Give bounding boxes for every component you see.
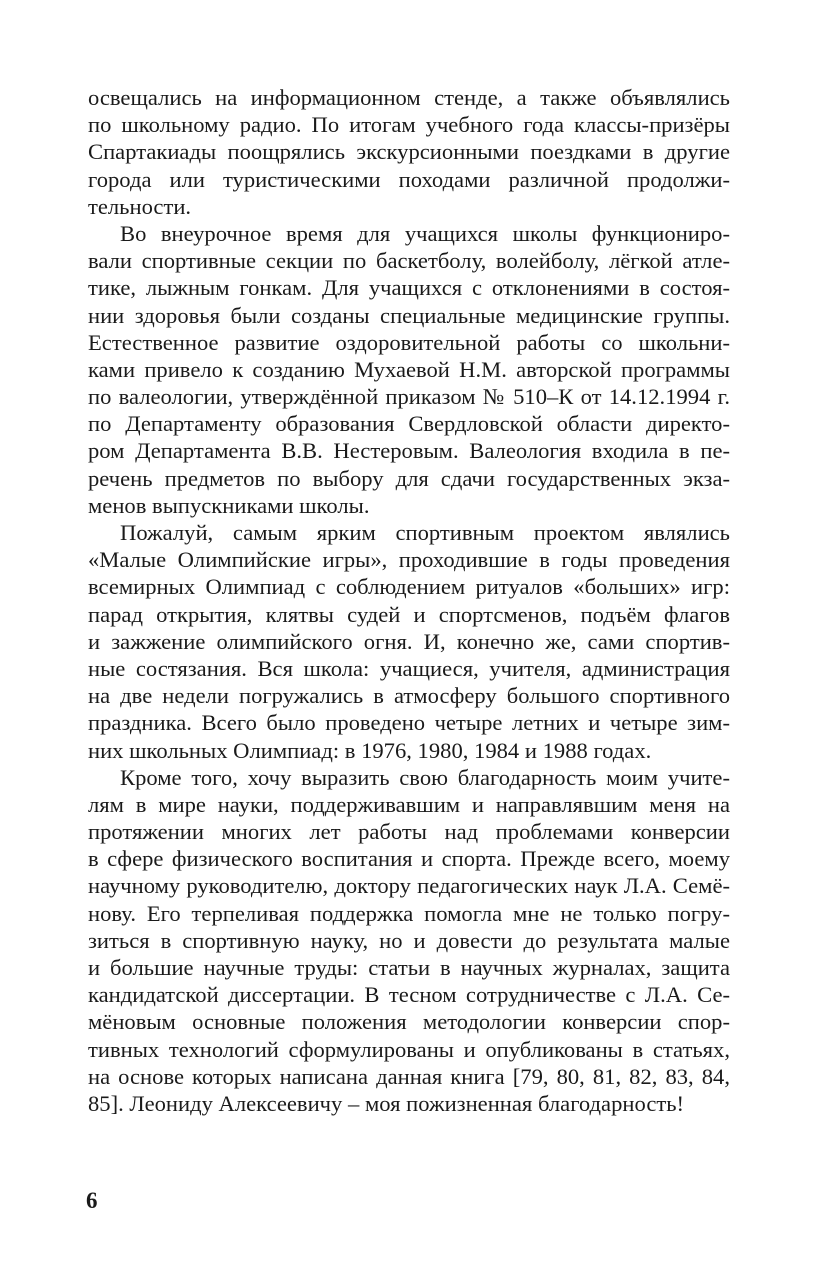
text-line: тельности. xyxy=(88,193,192,219)
text-line: по Департаменту образования Свердловской области директо- xyxy=(88,411,730,437)
text-line: по школьному радио. По итогам учебного года классы-призёры xyxy=(88,112,730,138)
text-line: нову. Его терпеливая поддержка помогла мне не только погру- xyxy=(88,900,730,926)
text-line: Пожалуй, самым ярким спортивным проектом являлись xyxy=(120,520,730,545)
text-line: лям в мире науки, поддерживавшим и направлявшим меня на xyxy=(88,791,730,817)
text-line: научному руководителю, доктору педагогических наук Л.А. Семё- xyxy=(88,873,730,899)
text-line: праздника. Всего было проведено четыре летних и четыре зим- xyxy=(88,710,730,736)
paragraph-2 xyxy=(88,220,730,519)
text-line: города или туристическими походами различной продолжи- xyxy=(88,166,730,192)
text-line: и большие научные труды: статьи в научных журналах, защита xyxy=(88,955,730,980)
text-line: Во внеурочное время для учащихся школы функциониро- xyxy=(120,220,730,246)
text-line: на основе которых написана данная книга [79, 80, 81, 82, 83, 84, xyxy=(88,1063,730,1089)
text-line: мёновым основные положения методологии конверсии спор- xyxy=(88,1009,730,1035)
body-text xyxy=(88,84,730,1117)
text-line: парад открытия, клятвы судей и спортсменов, подъём флагов xyxy=(88,601,730,627)
text-line: Спартакиады поощрялись экскурсионными поездками в другие xyxy=(88,139,730,165)
paragraph-1 xyxy=(88,84,730,220)
text-line: нии здоровья были созданы специальные медицинские группы. xyxy=(88,302,730,328)
text-line: ные состязания. Вся школа: учащиеся, учителя, администрация xyxy=(88,655,730,681)
text-line: тивных технологий сформулированы и опубликованы в статьях, xyxy=(88,1036,730,1062)
page-number: 6 xyxy=(86,1188,98,1213)
text-line: вали спортивные секции по баскетболу, волейболу, лёгкой атле- xyxy=(88,248,730,274)
text-line: тике, лыжным гонкам. Для учащихся с отклонениями в состоя- xyxy=(88,275,730,301)
text-line: и зажжение олимпийского огня. И, конечно же, сами спортив- xyxy=(88,628,730,654)
text-line: в сфере физического воспитания и спорта. Прежде всего, моему xyxy=(88,846,730,872)
text-line: освещались на информационном стенде, а также объявлялись xyxy=(88,85,730,110)
text-line: ром Департамента В.В. Нестеровым. Валеология входила в пе- xyxy=(88,438,730,464)
text-line: протяжении многих лет работы над проблемами конверсии xyxy=(88,819,730,845)
text-line: ками привело к созданию Мухаевой Н.М. авторской программы xyxy=(88,356,730,382)
text-line: на две недели погружались в атмосферу большого спортивного xyxy=(88,683,730,709)
paragraph-4 xyxy=(88,764,730,1117)
text-line: 85]. Леониду Алексеевичу – моя пожизненная благодарность! xyxy=(88,1090,685,1116)
text-line: зиться в спортивную науку, но и довести до результата малые xyxy=(88,927,730,953)
text-line: Естественное развитие оздоровительной работы со школьни- xyxy=(88,329,730,355)
text-line: речень предметов по выбору для сдачи государственных экза- xyxy=(88,465,730,491)
paragraph-3 xyxy=(88,519,730,764)
text-line: кандидатской диссертации. В тесном сотрудничестве с Л.А. Се- xyxy=(88,982,730,1008)
text-line: по валеологии, утверждённой приказом № 510–К от 14.12.1994 г. xyxy=(88,384,730,410)
text-line: менов выпускниками школы. xyxy=(88,492,370,518)
text-line: «Малые Олимпийские игры», проходившие в годы проведения xyxy=(88,547,730,573)
text-line: них школьных Олимпиад: в 1976, 1980, 1984 и 1988 годах. xyxy=(88,737,652,763)
text-line: Кроме того, хочу выразить свою благодарность моим учите- xyxy=(120,764,730,790)
text-line: всемирных Олимпиад с соблюдением ритуалов «больших» игр: xyxy=(88,574,730,600)
